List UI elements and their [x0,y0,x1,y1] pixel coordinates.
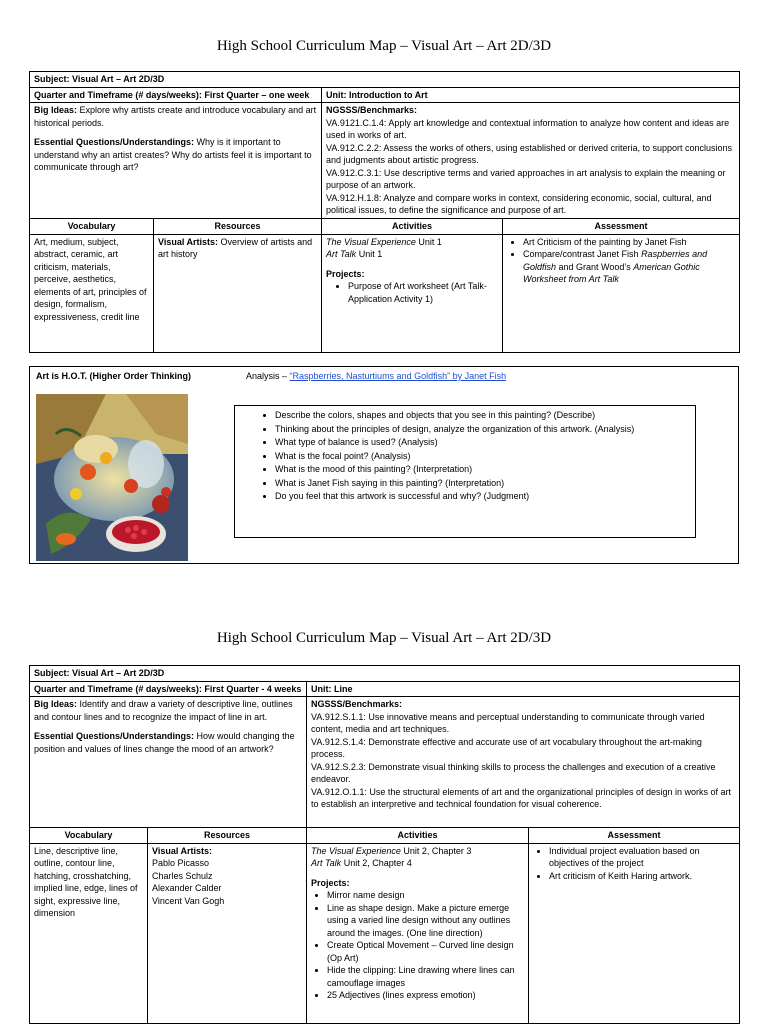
artwork-title: Raspberries and Goldfish [523,249,708,272]
benchmark-item: VA.912.C.2.2: Assess the works of others, using established or derived criteria, to support conclusions and judgments about artistic progress. [326,142,733,165]
book-title: The Visual Experience [311,845,401,856]
curriculum-table-2 [29,665,740,1024]
question-item: • What is the mood of this painting? (Interpretation) [275,463,695,477]
assessment-item [523,248,735,286]
essential-questions-text: How would changing the position and values of lines change the mood of an artwork? [34,731,295,754]
projects-label: Projects: [311,877,350,888]
vocabulary-cell: Line, descriptive line, outline, contour line, hatching, crosshatching, implied line, edge, lines of sight, expressive line, dimension [30,843,148,1023]
hot-section [29,366,739,564]
big-ideas-cell [30,103,322,219]
big-ideas-text: Explore why artists create and introduce vocabulary and art historical periods. [34,105,317,128]
hot-title: Art is H.O.T. (Higher Order Thinking) [36,371,192,381]
benchmark-item: VA.912.O.1.1: Use the structural elements of art and the organizational principles of design in works of art to establish an interpretive and technical foundation for visual coherence. [311,786,732,809]
assessment-header: Assessment [503,219,740,235]
benchmarks-cell [307,697,740,828]
big-ideas-label: Big Ideas: [34,105,78,115]
question-item: • Thinking about the principles of design, analyze the organization of this artwork. (Analysis) [275,423,695,437]
assessment-text: Compare/contrast Janet Fish [523,249,642,259]
resources-cell [154,234,322,352]
timeframe-cell: Quarter and Timeframe (# days/weeks): First Quarter – one week [30,87,322,103]
resources-header: Resources [148,828,307,844]
artist-item: Vincent Van Gogh [152,895,225,906]
analysis-line [246,370,506,383]
assessment-item: • Art criticism of Keith Haring artwork. [549,870,735,883]
resources-text: Overview of artists and art history [158,236,313,259]
vocabulary-header: Vocabulary [30,219,154,235]
resources-cell [148,843,307,1023]
resources-header: Resources [154,219,322,235]
vocabulary-header: Vocabulary [30,828,148,844]
timeframe-cell: Quarter and Timeframe (# days/weeks): First Quarter - 4 weeks [30,681,307,697]
project-item: • Mirror name design [327,889,524,902]
benchmark-item: VA.9121.C.1.4: Apply art knowledge and contextual information to analyze how content and ideas are used in works of art. [326,117,730,140]
assessment-cell [529,843,740,1023]
assessment-header: Assessment [529,828,740,844]
resources-label: Visual Artists: [152,845,213,856]
painting-image [36,394,188,561]
project-item: • 25 Adjectives (lines express emotion) [327,989,524,1002]
curriculum-table-1 [29,71,740,353]
essential-questions-text: Why is it important to understand why an artist creates? Why do artists feel it is important to communicate through art? [34,137,312,172]
artist-item: Charles Schulz [152,870,213,881]
project-item: • Line as shape design. Make a picture emerge using a varied line design without any outlines around the images. (One line direction) [327,902,524,940]
big-ideas-label: Big Ideas: [34,699,78,709]
activities-cell [307,843,529,1023]
unit-cell: Unit: Line [307,681,740,697]
question-item: • Do you feel that this artwork is successful and why? (Judgment) [275,490,695,504]
question-item: • What type of balance is used? (Analysis) [275,436,695,450]
question-item: • What is the focal point? (Analysis) [275,450,695,464]
artwork-title: American Gothic Worksheet from Art Talk [523,261,700,284]
benchmark-item: VA.912.H.1.8: Analyze and compare works in context, considering economic, social, cultural, and political issues, to define the significance and purpose of art. [326,192,712,215]
activities-header: Activities [307,828,529,844]
project-item: • Create Optical Movement – Curved line design (Op Art) [327,939,524,964]
project-item: • Purpose of Art worksheet (Art Talk-Application Activity 1) [348,280,498,305]
projects-label: Projects: [326,268,365,279]
vocabulary-cell: Art, medium, subject, abstract, ceramic, art criticism, materials, perceive, aesthetics, elements of art, principles of design, formalism, expressiveness, credit line [30,234,154,352]
essential-questions-label: Essential Questions/Understandings: [34,137,195,147]
benchmark-item: VA.912.S.2.3: Demonstrate visual thinking skills to process the challenges and execution of a creative endeavor. [311,761,716,784]
unit-cell: Unit: Introduction to Art [322,87,740,103]
artist-item: Pablo Picasso [152,858,210,868]
ngsss-label: NGSSS/Benchmarks: [311,699,403,709]
page-title-1: High School Curriculum Map – Visual Art – Art 2D/3D [216,38,552,54]
analysis-prefix: Analysis – [246,371,290,381]
ngsss-label: NGSSS/Benchmarks: [326,105,418,115]
subject-cell: Subject: Visual Art – Art 2D/3D [30,666,740,682]
big-ideas-cell [30,697,307,828]
question-item: • What is Janet Fish saying in this painting? (Interpretation) [275,477,695,491]
assessment-item: • Individual project evaluation based on objectives of the project [549,845,735,870]
resources-label: Visual Artists: [158,236,219,247]
book-unit: Unit 2, Chapter 4 [341,858,412,868]
book-unit: Unit 1 [356,249,383,259]
page-title-2: High School Curriculum Map – Visual Art – Art 2D/3D [216,630,552,646]
book-title: Art Talk [326,249,357,259]
book-unit: Unit 2, Chapter 3 [400,845,472,856]
activities-cell [322,234,503,352]
benchmark-item: VA.912.S.1.1: Use innovative means and perceptual understanding to communicate through varied content, media and art techniques. [311,711,705,734]
artist-item: Alexander Calder [152,883,222,893]
questions-box [234,405,696,538]
benchmarks-cell [322,103,740,219]
essential-questions-label: Essential Questions/Understandings: [34,731,195,741]
subject-cell: Subject: Visual Art – Art 2D/3D [30,72,740,88]
activities-header: Activities [322,219,503,235]
book-unit: Unit 1 [415,236,442,247]
assessment-item: • Art Criticism of the painting by Janet Fish [523,236,735,249]
benchmark-item: VA.912.S.1.4: Demonstrate effective and accurate use of art vocabulary throughout the art-making process. [311,736,702,759]
big-ideas-text: Identify and draw a variety of descriptive line, outlines and contour lines and to recognize the impact of line in art. [34,699,293,722]
question-item: • Describe the colors, shapes and objects that you see in this painting? (Describe) [275,409,695,423]
book-title: The Visual Experience [326,236,416,247]
book-title: Art Talk [311,858,342,868]
assessment-text: and Grant Wood’s [556,261,634,272]
assessment-cell [503,234,740,352]
project-item: • Hide the clipping: Line drawing where lines can camouflage images [327,964,524,989]
analysis-link[interactable]: “Raspberries, Nasturtiums and Goldfish” by Janet Fish [289,371,507,381]
benchmark-item: VA.912.C.3.1: Use descriptive terms and varied approaches in art analysis to explain the meaning or purpose of an artwork. [326,167,726,190]
